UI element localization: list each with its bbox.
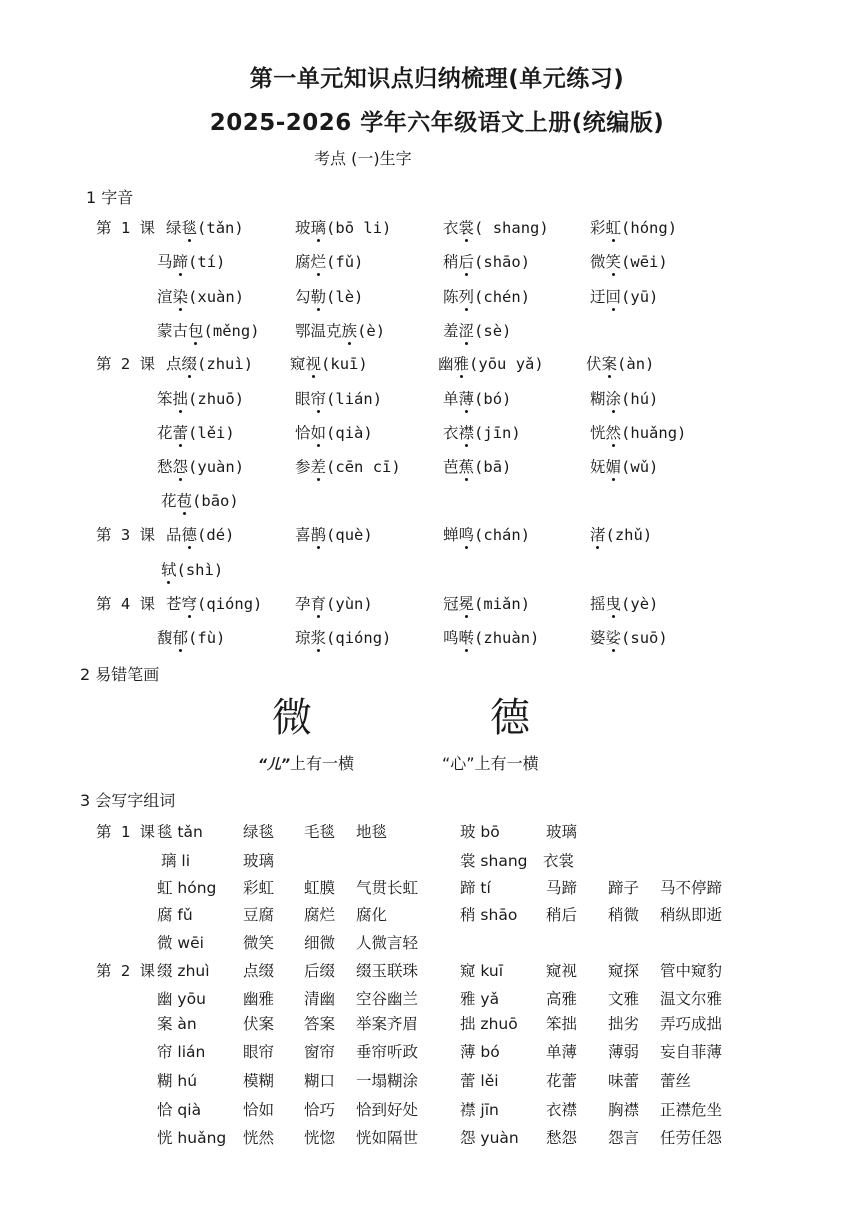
document-subtitle: 2025-2026 学年六年级语文上册(统编版) bbox=[209, 110, 665, 136]
word-char-pinyin: 帘 lián bbox=[157, 1043, 206, 1061]
word-item: 垂帘听政 bbox=[356, 1043, 419, 1061]
word-item: 伏案 bbox=[243, 1015, 275, 1033]
pinyin-entry: 婆娑(suō) bbox=[590, 626, 668, 648]
pinyin-entry: 琼浆(qióng) bbox=[295, 626, 391, 648]
pinyin-entry: 眼帘(lián) bbox=[295, 387, 382, 409]
word-char-pinyin: 蕾 lěi bbox=[460, 1072, 499, 1090]
pinyin-entry: 点缀(zhuì) bbox=[166, 352, 253, 374]
pinyin-entry: 蒙古包(měng) bbox=[157, 319, 260, 341]
lesson-label: 第 4 课 bbox=[96, 595, 155, 613]
pinyin-entry: 微笑(wēi) bbox=[590, 250, 668, 272]
stroke-note-mark: “儿” bbox=[258, 757, 291, 773]
pinyin-entry: 愁怨(yuàn) bbox=[157, 455, 244, 477]
word-item: 恍惚 bbox=[304, 1129, 336, 1147]
pinyin-entry: 勾勒(lè) bbox=[295, 285, 363, 307]
word-item: 衣裳 bbox=[543, 852, 575, 870]
word-char-pinyin: 璃 li bbox=[161, 852, 191, 870]
word-item: 恍然 bbox=[243, 1129, 275, 1147]
word-item: 味蕾 bbox=[608, 1072, 640, 1090]
pinyin-entry: 糊涂(hú) bbox=[590, 387, 658, 409]
word-char-pinyin: 怨 yuàn bbox=[460, 1129, 519, 1147]
word-item: 玻璃 bbox=[546, 823, 578, 841]
pinyin-entry: 蝉鸣(chán) bbox=[443, 523, 530, 545]
word-item: 蕾丝 bbox=[660, 1072, 692, 1090]
word-item: 豆腐 bbox=[243, 906, 275, 924]
word-char-pinyin: 恰 qià bbox=[157, 1101, 202, 1119]
word-char-pinyin: 雅 yǎ bbox=[460, 990, 500, 1008]
pinyin-entry: 幽雅(yōu yǎ) bbox=[438, 352, 544, 374]
word-char-pinyin: 窥 kuī bbox=[460, 962, 504, 980]
pinyin-entry: 笨拙(zhuō) bbox=[157, 387, 244, 409]
word-item: 高雅 bbox=[546, 990, 578, 1008]
pinyin-entry: 摇曳(yè) bbox=[590, 592, 658, 614]
pinyin-entry: 伏案(àn) bbox=[586, 352, 654, 374]
pinyin-entry: 迂回(yū) bbox=[590, 285, 658, 307]
pinyin-entry: 苍穹(qióng) bbox=[166, 592, 262, 614]
word-item: 幽雅 bbox=[243, 990, 275, 1008]
word-item: 怨言 bbox=[608, 1129, 640, 1147]
word-item: 眼帘 bbox=[243, 1043, 275, 1061]
lesson-label: 第 1 课 bbox=[96, 823, 155, 841]
word-item: 恍如隔世 bbox=[356, 1129, 419, 1147]
word-item: 人微言轻 bbox=[356, 934, 419, 952]
pinyin-entry: 稍后(shāo) bbox=[443, 250, 530, 272]
word-item: 薄弱 bbox=[608, 1043, 640, 1061]
word-item: 正襟危坐 bbox=[660, 1101, 723, 1119]
word-char-pinyin: 恍 huǎng bbox=[157, 1129, 227, 1147]
pinyin-entry: 马蹄(tí) bbox=[157, 250, 225, 272]
word-item: 妄自菲薄 bbox=[660, 1043, 723, 1061]
word-item: 恰到好处 bbox=[356, 1101, 419, 1119]
word-item: 温文尔雅 bbox=[660, 990, 723, 1008]
pinyin-entry: 玻璃(bō li) bbox=[295, 216, 391, 238]
word-item: 举案齐眉 bbox=[356, 1015, 419, 1033]
word-item: 腐化 bbox=[356, 906, 388, 924]
word-item: 稍纵即逝 bbox=[660, 906, 723, 924]
pinyin-entry: 窥视(kuī) bbox=[290, 352, 368, 374]
word-item: 空谷幽兰 bbox=[356, 990, 419, 1008]
word-item: 愁怨 bbox=[546, 1129, 578, 1147]
document-title: 第一单元知识点归纳梳理(单元练习) bbox=[249, 66, 625, 92]
word-item: 笨拙 bbox=[546, 1015, 578, 1033]
lesson-label: 第 1 课 bbox=[96, 219, 155, 237]
word-item: 恰巧 bbox=[304, 1101, 336, 1119]
word-item: 清幽 bbox=[304, 990, 336, 1008]
word-char-pinyin: 毯 tǎn bbox=[157, 823, 203, 841]
pinyin-entry: 芭蕉(bā) bbox=[443, 455, 511, 477]
word-item: 彩虹 bbox=[243, 879, 275, 897]
pinyin-entry: 腐烂(fǔ) bbox=[295, 250, 363, 272]
word-item: 窥视 bbox=[546, 962, 578, 980]
word-char-pinyin: 稍 shāo bbox=[460, 906, 518, 924]
word-item: 地毯 bbox=[356, 823, 388, 841]
section-pronunciation-heading: 1 字音 bbox=[86, 188, 134, 207]
section-heading: 考点 (一)生字 bbox=[314, 149, 412, 168]
word-char-pinyin: 虹 hóng bbox=[157, 879, 217, 897]
stroke-note: “心”上有一横 bbox=[442, 754, 539, 773]
pinyin-entry: 花蕾(lěi) bbox=[157, 421, 235, 443]
pinyin-entry: 冠冕(miǎn) bbox=[443, 592, 530, 614]
pinyin-entry: 单薄(bó) bbox=[443, 387, 511, 409]
word-item: 虹膜 bbox=[304, 879, 336, 897]
word-item: 微笑 bbox=[243, 934, 275, 952]
word-item: 胸襟 bbox=[608, 1101, 640, 1119]
word-item: 毛毯 bbox=[304, 823, 336, 841]
word-item: 单薄 bbox=[546, 1043, 578, 1061]
word-char-pinyin: 微 wēi bbox=[157, 934, 204, 952]
section-strokes-heading: 2 易错笔画 bbox=[80, 665, 160, 684]
pinyin-entry: 妩媚(wǔ) bbox=[590, 455, 658, 477]
stroke-char: 微 bbox=[272, 695, 312, 741]
pinyin-entry: 彩虹(hóng) bbox=[590, 216, 677, 238]
pinyin-entry: 孕育(yùn) bbox=[295, 592, 373, 614]
word-char-pinyin: 裳 shang bbox=[460, 852, 528, 870]
word-item: 点缀 bbox=[243, 962, 275, 980]
stroke-note-text: 上有一横 bbox=[290, 754, 355, 773]
pinyin-entry: 衣襟(jīn) bbox=[443, 421, 521, 443]
stroke-note bbox=[258, 751, 354, 774]
stroke-char: 德 bbox=[490, 695, 530, 741]
word-char-pinyin: 蹄 tí bbox=[460, 879, 491, 897]
word-item: 马不停蹄 bbox=[660, 879, 723, 897]
word-item: 糊口 bbox=[304, 1072, 336, 1090]
word-item: 弄巧成拙 bbox=[660, 1015, 723, 1033]
pinyin-entry: 恍然(huǎng) bbox=[590, 421, 686, 443]
word-item: 恰如 bbox=[243, 1101, 275, 1119]
pinyin-entry: 鄂温克族(è) bbox=[295, 319, 385, 341]
word-char-pinyin: 糊 hú bbox=[157, 1072, 198, 1090]
pinyin-entry: 参差(cēn cī) bbox=[295, 455, 401, 477]
word-char-pinyin: 拙 zhuō bbox=[460, 1015, 518, 1033]
word-item: 气贯长虹 bbox=[356, 879, 419, 897]
pinyin-entry: 衣裳( shang) bbox=[443, 216, 549, 238]
word-item: 蹄子 bbox=[608, 879, 640, 897]
word-item: 衣襟 bbox=[546, 1101, 578, 1119]
word-item: 缀玉联珠 bbox=[356, 962, 419, 980]
lesson-label: 第 2 课 bbox=[96, 355, 155, 373]
word-char-pinyin: 腐 fǔ bbox=[157, 906, 193, 924]
word-item: 腐烂 bbox=[304, 906, 336, 924]
pinyin-entry: 陈列(chén) bbox=[443, 285, 530, 307]
word-item: 模糊 bbox=[243, 1072, 275, 1090]
pinyin-entry: 绿毯(tǎn) bbox=[166, 216, 244, 238]
pinyin-entry: 鸣啭(zhuàn) bbox=[443, 626, 539, 648]
word-item: 一塌糊涂 bbox=[356, 1072, 419, 1090]
word-char-pinyin: 玻 bō bbox=[460, 823, 500, 841]
pinyin-entry: 喜鹊(què) bbox=[295, 523, 373, 545]
pinyin-entry: 花苞(bāo) bbox=[161, 489, 239, 511]
word-item: 玻璃 bbox=[243, 852, 275, 870]
pinyin-entry: 渲染(xuàn) bbox=[157, 285, 244, 307]
word-item: 花蕾 bbox=[546, 1072, 578, 1090]
word-char-pinyin: 缀 zhuì bbox=[157, 962, 210, 980]
section-words-heading: 3 会写字组词 bbox=[80, 791, 176, 810]
pinyin-entry: 馥郁(fù) bbox=[157, 626, 225, 648]
lesson-label: 第 3 课 bbox=[96, 526, 155, 544]
word-char-pinyin: 案 àn bbox=[157, 1015, 197, 1033]
pinyin-entry: 品德(dé) bbox=[166, 523, 234, 545]
pinyin-entry: 恰如(qià) bbox=[295, 421, 373, 443]
word-item: 稍后 bbox=[546, 906, 578, 924]
word-item: 后缀 bbox=[304, 962, 336, 980]
word-item: 细微 bbox=[304, 934, 336, 952]
pinyin-entry: 渚(zhǔ) bbox=[590, 523, 652, 545]
lesson-label: 第 2 课 bbox=[96, 962, 155, 980]
word-item: 答案 bbox=[304, 1015, 336, 1033]
word-item: 稍微 bbox=[608, 906, 640, 924]
word-char-pinyin: 薄 bó bbox=[460, 1043, 500, 1061]
word-item: 绿毯 bbox=[243, 823, 275, 841]
pinyin-entry: 羞涩(sè) bbox=[443, 319, 511, 341]
word-char-pinyin: 幽 yōu bbox=[157, 990, 206, 1008]
word-item: 马蹄 bbox=[546, 879, 578, 897]
word-item: 窗帘 bbox=[304, 1043, 336, 1061]
word-item: 任劳任怨 bbox=[660, 1129, 723, 1147]
word-char-pinyin: 襟 jīn bbox=[460, 1101, 499, 1119]
word-item: 拙劣 bbox=[608, 1015, 640, 1033]
word-item: 管中窥豹 bbox=[660, 962, 723, 980]
word-item: 文雅 bbox=[608, 990, 640, 1008]
word-item: 窥探 bbox=[608, 962, 640, 980]
pinyin-entry: 轼(shì) bbox=[161, 558, 223, 580]
